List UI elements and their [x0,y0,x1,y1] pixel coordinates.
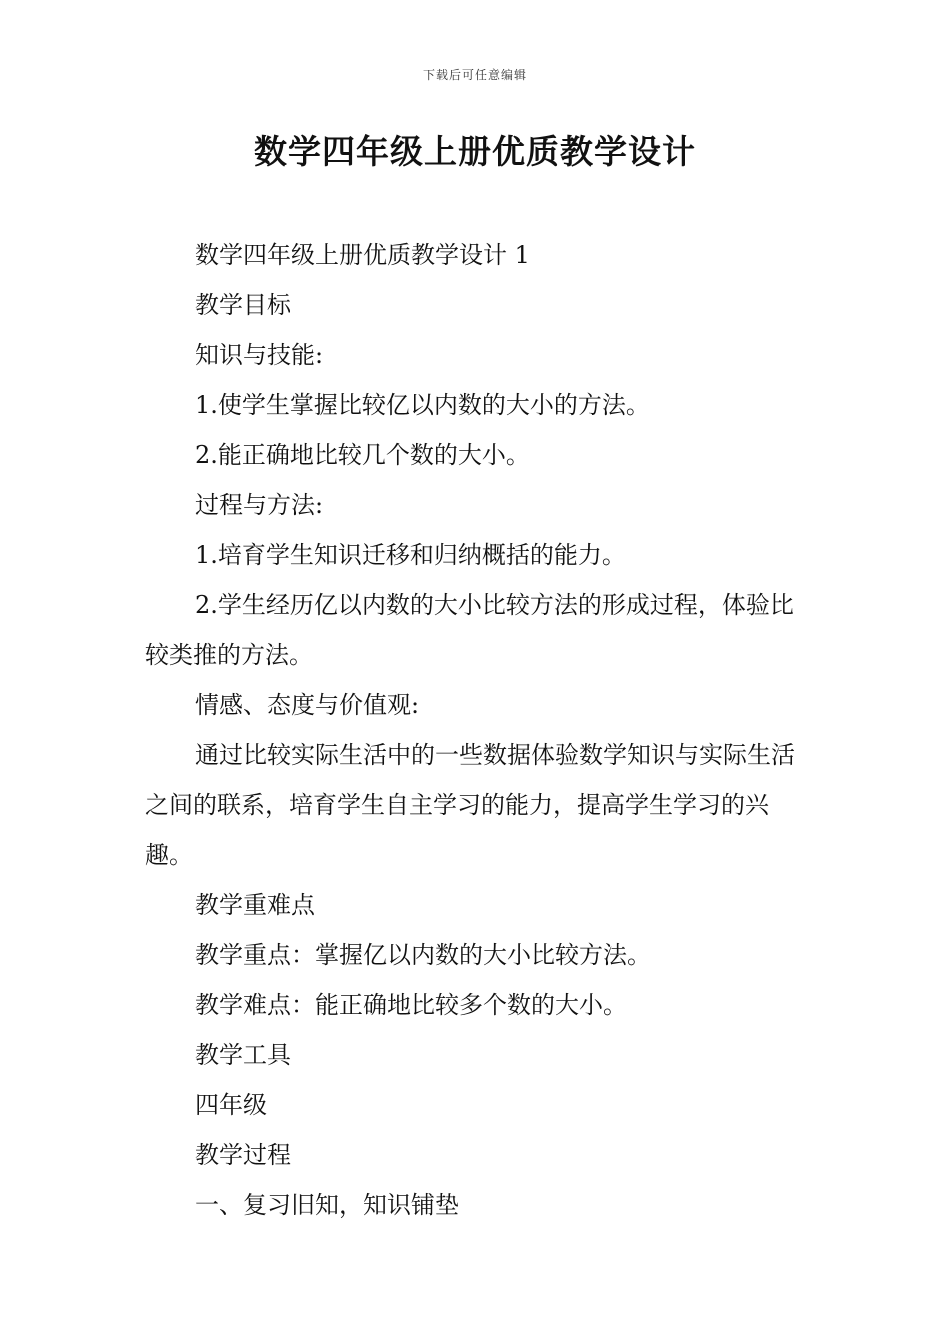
paragraph-section-heading: 数学四年级上册优质教学设计 1 [195,241,530,269]
paragraph-key-difficult-points: 教学重难点 [195,891,315,919]
header-note: 下载后可任意编辑 [422,68,527,82]
paragraph-teaching-process: 教学过程 [195,1141,291,1169]
paragraph-step-one: 一、复习旧知，知识铺垫 [195,1191,459,1219]
paragraph-item: 2.能正确地比较几个数的大小。 [195,441,530,469]
paragraph-knowledge-skills: 知识与技能: [195,341,324,369]
paragraph-grade: 四年级 [195,1091,267,1119]
paragraph-process-methods: 过程与方法: [195,491,324,519]
paragraph-difficult-point: 教学难点：能正确地比较多个数的大小。 [195,991,627,1019]
paragraph-item: 1.使学生掌握比较亿以内数的大小的方法。 [195,391,650,419]
paragraph-teaching-tools: 教学工具 [195,1041,291,1069]
paragraph-text: 通过比较实际生活中的一些数据体验数学知识与实际生活之间的联系，培育学生自主学习的能力，提高学生学习的兴趣。 [145,741,795,869]
paragraph-item: 2.学生经历亿以内数的大小比较方法的形成过程，体验比较类推的方法。 [145,591,794,669]
paragraph-key-point: 教学重点：掌握亿以内数的大小比较方法。 [195,941,651,969]
document-title: 数学四年级上册优质教学设计 [254,132,696,171]
document-body [145,230,807,1230]
paragraph-attitudes-values: 情感、态度与价值观: [195,691,420,719]
paragraph-item: 1.培育学生知识迁移和归纳概括的能力。 [195,541,626,569]
paragraph-teaching-goals: 教学目标 [195,291,291,319]
